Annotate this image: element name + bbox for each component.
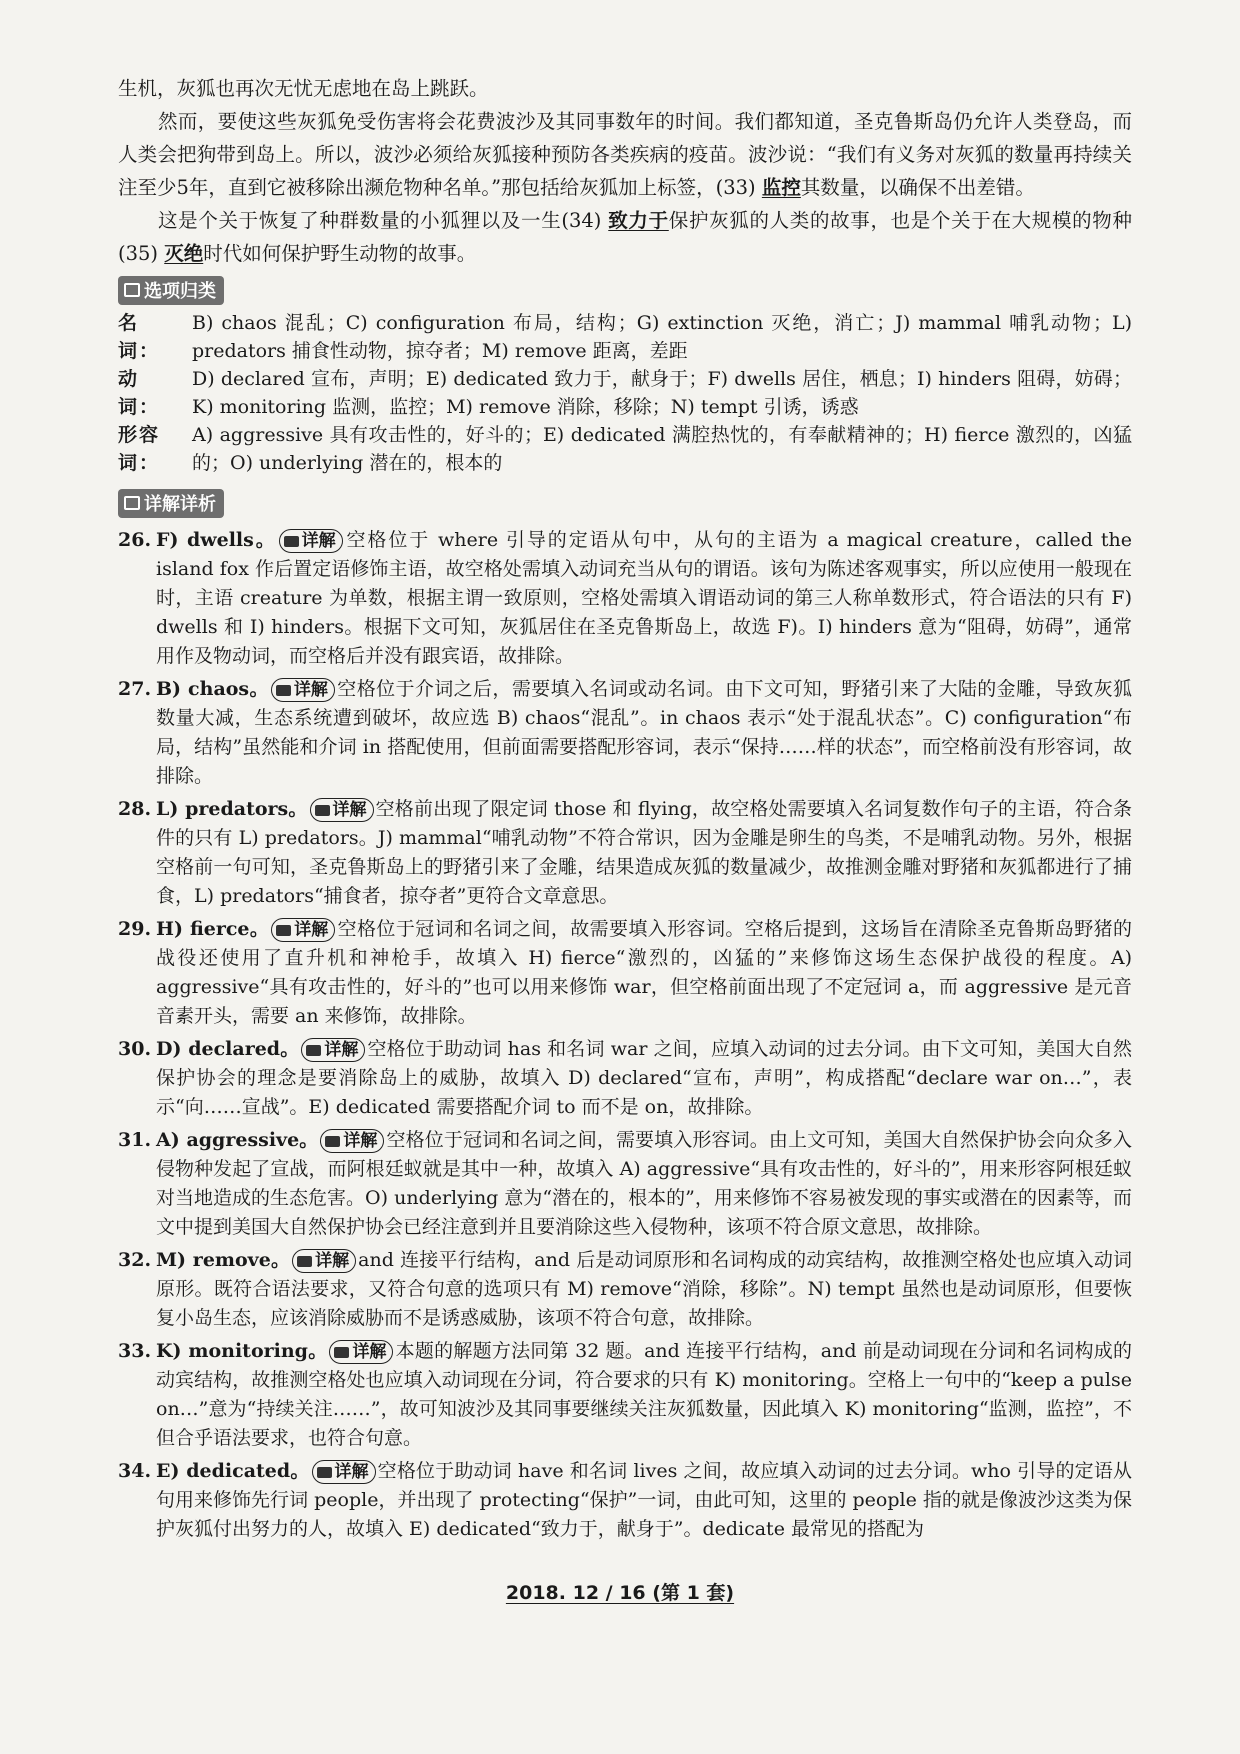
- item-text: [156, 795, 1132, 911]
- analysis-item: [118, 1126, 1132, 1242]
- badge-label: 详解: [293, 680, 328, 700]
- passage-paragraph-1: 生机，灰狐也再次无忧无虑地在岛上跳跃。: [118, 77, 489, 100]
- item-explanation: 本题的解题方法同第 32 题。and 连接平行结构，and 前是动词现在分词和名词构成的动宾结构，故推测空格处也应填入动词现在分词，符合要求的只有 K) monitoring。空格上一句中的“keep a pulse on…”意为“持续关注……”，故可知波沙及其同事要继续关注灰狐数量，因此填入 K) monitoring“监测，监控”，不但合乎语法要求，也符合句意。: [156, 1340, 1132, 1449]
- item-number: 29.: [118, 918, 152, 940]
- badge-label: 详解: [352, 1342, 387, 1362]
- item-explanation: 空格位于介词之后，需要填入名词或动名词。由下文可知，野猪引来了大陆的金雕，导致灰狐数量大减，生态系统遭到破坏，故应选 B) chaos“混乱”。in chaos 表示“处于混乱状态”。C) configuration“布局，结构”虽然能和介词 in 搭配使用，但前面需要搭配形容词，表示“保持……样的状态”，而空格前没有形容词，故排除。: [156, 678, 1132, 787]
- badge-label: 详解: [294, 920, 329, 940]
- badge-label: 详解: [315, 1251, 350, 1271]
- item-number: 30.: [118, 1038, 152, 1060]
- item-number: 26.: [118, 529, 152, 551]
- category-adjectives: [118, 421, 1132, 477]
- item-answer: L) predators。: [156, 798, 308, 820]
- item-explanation: and 连接平行结构，and 后是动词原形和名词构成的动宾结构，故推测空格处也应填入动词原形。既符合语法要求，又符合句意的选项只有 M) remove“消除，移除”。N) tempt 虽然也是动词原形，但要恢复小岛生态，应该消除威胁而不是诱惑威胁，该项不符合句意，故排除。: [156, 1249, 1132, 1329]
- answer-35-underlined: 灭绝: [164, 242, 204, 265]
- analysis-item: [118, 1035, 1132, 1122]
- answer-34-underlined: 致力于: [608, 209, 669, 232]
- item-text: [156, 1126, 1132, 1242]
- item-text: [156, 526, 1132, 671]
- badge-label: 详解: [343, 1131, 378, 1151]
- detail-badge: [301, 1038, 365, 1062]
- text-span: 其数量，以确保不出差错。: [800, 176, 1035, 199]
- list-icon: [124, 496, 140, 510]
- badge-label: 详解: [332, 800, 367, 820]
- item-text: [156, 1337, 1132, 1453]
- footer-text: 2018. 12 / 16 (第 1 套): [505, 1582, 735, 1604]
- analysis-item: [118, 1457, 1132, 1544]
- category-label: 形容词：: [118, 424, 161, 474]
- folder-icon: [315, 805, 330, 816]
- item-explanation: 空格位于冠词和名词之间，故需要填入形容词。空格后提到，这场旨在清除圣克鲁斯岛野猪的战役还使用了直升机和神枪手，故填入 H) fierce“激烈的，凶猛的”来修饰这场生态保护战役的程度。A) aggressive“具有攻击性的，好斗的”也可以用来修饰 war，但空格前面出现了不定冠词 a，而 aggressive 是元音音素开头，需要 an 来修饰，故排除。: [156, 918, 1132, 1027]
- category-label: 名 词：: [118, 312, 161, 362]
- item-number: 32.: [118, 1249, 152, 1271]
- item-explanation: 空格位于助动词 have 和名词 lives 之间，故应填入动词的过去分词。who 引导的定语从句用来修饰先行词 people，并出现了 protecting“保护”一词，由此可知，这里的 people 指的就是像波沙这类为保护灰狐付出努力的人，故填入 E) dedicated“致力于，献身于”。dedicate 最常见的搭配为: [156, 1460, 1132, 1540]
- item-explanation: 空格位于 where 引导的定语从句中，从句的主语为 a magical creature，called the island fox 作后置定语修饰主语，故空格处需填入动词充当从句的谓语。该句为陈述客观事实，所以应使用一般现在时，主语 creature 为单数，根据主谓一致原则，空格处需填入谓语动词的第三人称单数形式，符合语法的只有 F) dwells 和 I) hinders。根据下文可知，灰狐居住在圣克鲁斯岛上，故选 F)。I) hinders 意为“阻碍，妨碍”，通常用作及物动词，而空格后并没有跟宾语，故排除。: [156, 529, 1132, 667]
- item-text: [156, 915, 1132, 1031]
- analysis-item: [118, 795, 1132, 911]
- folder-icon: [276, 925, 291, 936]
- analysis-item: [118, 675, 1132, 791]
- item-explanation: 空格前出现了限定词 those 和 flying，故空格处需要填入名词复数作句子的主语，符合条件的只有 L) predators。J) mammal“哺乳动物”不符合常识，因为金雕是卵生的鸟类，不是哺乳动物。另外，根据空格前一句可知，圣克鲁斯岛上的野猪引来了金雕，结果造成灰狐的数量减少，故推测金雕对野猪和灰狐都进行了捕食，L) predators“捕食者，掠夺者”更符合文章意思。: [156, 798, 1133, 907]
- category-body: D) declared 宣布，声明；E) dedicated 致力于，献身于；F) dwells 居住，栖息；I) hinders 阻碍，妨碍；K) monitoring 监测，监控；M) remove 消除，移除；N) tempt 引诱，诱惑: [192, 368, 1132, 418]
- analysis-item: [118, 526, 1132, 671]
- detail-badge: [271, 918, 335, 942]
- analysis-item: [118, 1337, 1132, 1453]
- detail-badge: [310, 798, 374, 822]
- detail-badge: [320, 1129, 384, 1153]
- folder-icon: [317, 1467, 332, 1478]
- item-number: 33.: [118, 1340, 152, 1362]
- badge-label: 详解: [324, 1040, 359, 1060]
- item-explanation: 空格位于助动词 has 和名词 war 之间，应填入动词的过去分词。由下文可知，美国大自然保护协会的理念是要消除岛上的威胁，故填入 D) declared“宣布，声明”，构成搭配“declare war on…”，表示“向……宣战”。E) dedicated 需要搭配介词 to 而不是 on，故排除。: [156, 1038, 1132, 1118]
- detail-badge: [329, 1340, 393, 1364]
- detail-badge: [312, 1460, 376, 1484]
- item-text: [156, 1457, 1132, 1544]
- item-answer: H) fierce。: [156, 918, 270, 940]
- section-title-text: 详解详析: [144, 494, 216, 515]
- pencil-icon: [124, 283, 140, 297]
- analysis-item: [118, 915, 1132, 1031]
- page-footer: [0, 1578, 1240, 1605]
- category-nouns: [118, 309, 1132, 365]
- folder-icon: [297, 1256, 312, 1267]
- answer-33-underlined: 监控: [761, 176, 801, 199]
- item-answer: F) dwells。: [156, 529, 277, 551]
- text-span: 然而，要使这些灰狐免受伤害将会花费波沙及其同事数年的时间。我们都知道，圣克鲁斯岛仍允许人类登岛，而人类会把狗带到岛上。所以，波沙必须给灰狐接种预防各类疾病的疫苗。波沙说：“我们有义务对灰狐的数量再持续关注至少5年，直到它被移除出濒危物种名单。”那包括给灰狐加上标签，(33): [118, 110, 1132, 199]
- item-number: 31.: [118, 1129, 152, 1151]
- item-answer: B) chaos。: [156, 678, 269, 700]
- category-body: B) chaos 混乱；C) configuration 布局，结构；G) extinction 灭绝，消亡；J) mammal 哺乳动物；L) predators 捕食性动物，掠夺者；M) remove 距离，差距: [192, 312, 1132, 362]
- badge-label: 详解: [334, 1462, 369, 1482]
- category-verbs: [118, 365, 1132, 421]
- item-answer: D) declared。: [156, 1038, 300, 1060]
- section-title-options: [118, 276, 224, 305]
- folder-icon: [306, 1045, 321, 1056]
- badge-label: 详解: [301, 531, 336, 551]
- item-number: 27.: [118, 678, 152, 700]
- passage-paragraph-2: [118, 105, 1132, 204]
- text-span: 时代如何保护野生动物的故事。: [203, 242, 477, 265]
- section-title-text: 选项归类: [144, 281, 216, 302]
- analysis-item: [118, 1246, 1132, 1333]
- detail-badge: [279, 529, 343, 553]
- text-span: 保护灰狐的人类的故事，也是个关于在大规模的物种(35): [118, 209, 1132, 265]
- folder-icon: [334, 1347, 349, 1358]
- category-body: A) aggressive 具有攻击性的，好斗的；E) dedicated 满腔热忱的，有奉献精神的；H) fierce 激烈的，凶猛的；O) underlying 潜在的，根本的: [192, 424, 1132, 474]
- section-title-analysis: [118, 489, 224, 518]
- detail-badge: [292, 1249, 356, 1273]
- category-label: 动 词：: [118, 368, 161, 418]
- analysis-list: [118, 526, 1132, 1544]
- detail-badge: [271, 678, 335, 702]
- item-explanation: 空格位于冠词和名词之间，需要填入形容词。由上文可知，美国大自然保护协会向众多入侵物种发起了宣战，而阿根廷蚁就是其中一种，故填入 A) aggressive“具有攻击性的，好斗的”，用来形容阿根廷蚁对当地造成的生态危害。O) underlying 意为“潜在的，根本的”，用来修饰不容易被发现的事实或潜在的因素等，而文中提到美国大自然保护协会已经注意到并且要消除这些入侵物种，该项不符合原文意思，故排除。: [156, 1129, 1132, 1238]
- passage-paragraph-3: [118, 204, 1132, 270]
- folder-icon: [276, 685, 291, 696]
- folder-icon: [325, 1136, 340, 1147]
- item-number: 34.: [118, 1460, 152, 1482]
- item-answer: A) aggressive。: [156, 1129, 319, 1151]
- folder-icon: [284, 536, 299, 547]
- text-span: 这是个关于恢复了种群数量的小狐狸以及一生(34): [158, 209, 609, 232]
- item-number: 28.: [118, 798, 152, 820]
- item-text: [156, 1035, 1132, 1122]
- item-text: [156, 1246, 1132, 1333]
- item-answer: M) remove。: [156, 1249, 291, 1271]
- item-answer: E) dedicated。: [156, 1460, 310, 1482]
- item-answer: K) monitoring。: [156, 1340, 328, 1362]
- item-text: [156, 675, 1132, 791]
